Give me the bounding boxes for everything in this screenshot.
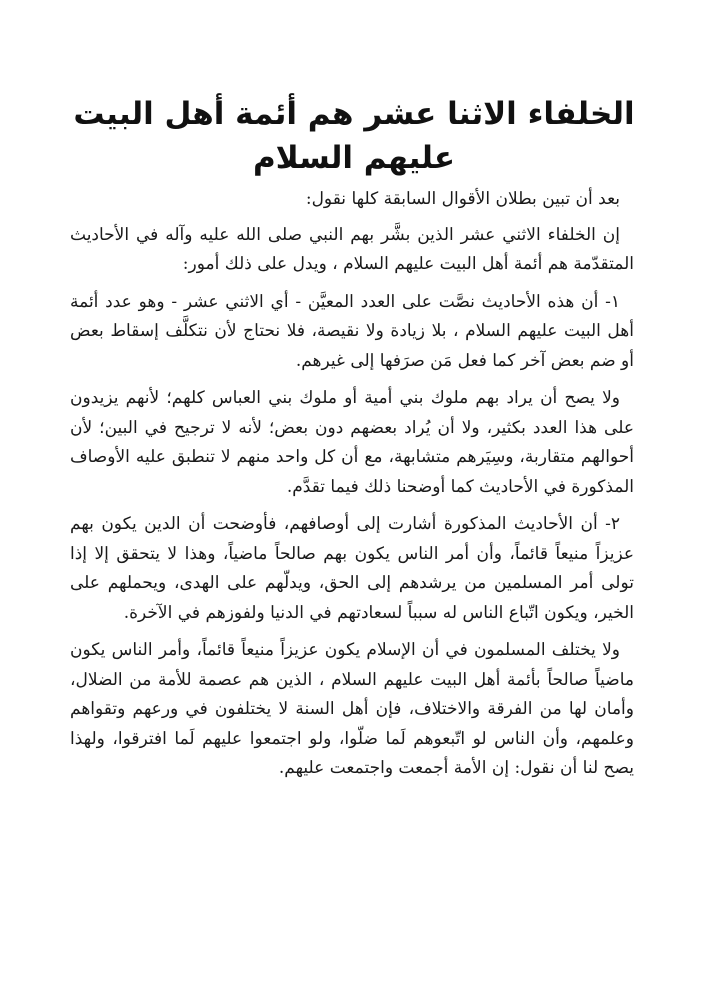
page-title: الخلفاء الاثنا عشر هم أئمة أهل البيت عليهم السلام: [73, 96, 635, 176]
paragraph-thesis: إن الخلفاء الاثني عشر الذين بشَّر بهم النبي صلى الله عليه وآله في الأحاديث المتقدّمة هم أئمة أهل البيت عليهم السلام ، ويدل على ذلك أمور:: [70, 224, 634, 274]
paragraph-intro: بعد أن تبين بطلان الأقوال السابقة كلها نقول:: [305, 189, 620, 209]
paragraph-point-2: ٢- أن الأحاديث المذكورة أشارت إلى أوصافهم، فأوضحت أن الدين يكون بهم عزيزاً منيعاً قائماً، وأن أمر الناس يكون بهم صالحاً ماضياً، وهذا لا يتحقق إلا إذا تولى أمر المسلمين من يرشدهم إلى الحق، ويدلّهم على الهدى، ويحملهم على الخير، ويكون اتّباع الناس له سبباً لسعادتهم في الدنيا ولفوزهم في الآخرة.: [70, 514, 634, 623]
paragraph-point-1: ١- أن هذه الأحاديث نصَّت على العدد المعيَّن - أي الاثني عشر - وهو عدد أئمة أهل البيت عليهم السلام ، بلا زيادة ولا نقيصة، فلا نحتاج لأن نتكلَّف إسقاط بعض أو ضم بعض آخر كما فعل مَن صرَفها إلى غيرهم.: [70, 291, 634, 371]
paragraph-point-2-continued: ولا يختلف المسلمون في أن الإسلام يكون عزيزاً منيعاً قائماً، وأمر الناس يكون ماضياً صالحاً بأئمة أهل البيت عليهم السلام ، الذين هم عصمة للأمة من الضلال، وأمان لها من الفرقة والاختلاف، فإن أهل السنة لا يختلفون في ورعهم وتقواهم وعلمهم، وأن الناس لو اتّبعوهم لَما ضلّوا، ولو اجتمعوا عليهم لَما افترقوا، ولهذا يصح لنا أن نقول: إن الأمة أجمعت واجتمعت عليهم.: [70, 640, 634, 778]
body-text: [70, 185, 634, 792]
paragraph-point-1-continued: ولا يصح أن يراد بهم ملوك بني أمية أو ملوك بني العباس كلهم؛ لأنهم يزيدون على هذا العدد بكثير، ولا أن يُراد بعضهم دون بعض؛ لأنه لا ترجيح في البين؛ لأن أحوالهم متقاربة، وسِيَرهم متشابهة، مع أن كل واحد منهم لا تنطبق عليه الأوصاف المذكورة في الأحاديث كما أوضحنا ذلك فيما تقدَّم.: [70, 388, 634, 497]
